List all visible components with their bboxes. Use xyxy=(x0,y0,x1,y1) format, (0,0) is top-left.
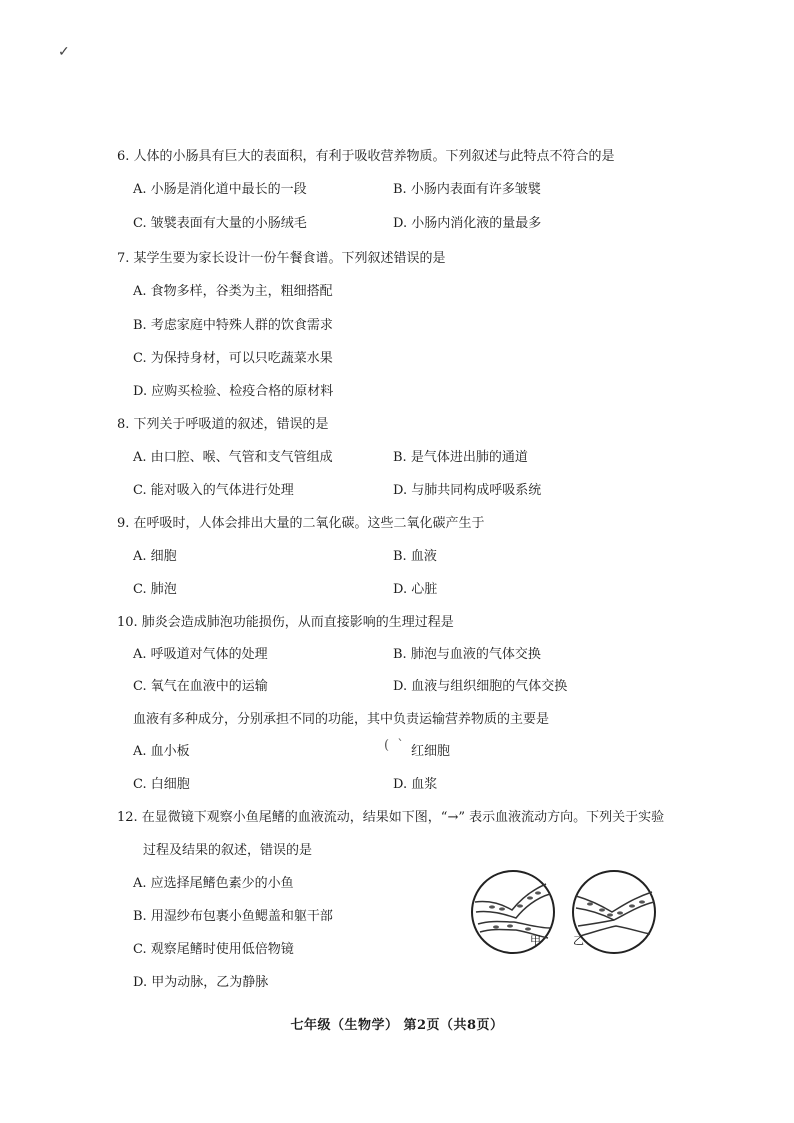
q9-option-b: B. 血液 xyxy=(393,549,437,564)
field-jia xyxy=(472,871,554,953)
q6-option-c: C. 皱襞表面有大量的小肠绒毛 xyxy=(133,216,307,231)
q10-option-a: A. 呼吸道对气体的处理 xyxy=(133,647,268,662)
q12-option-b: B. 用湿纱布包裹小鱼鳃盖和躯干部 xyxy=(133,909,333,924)
check-mark: ✓ xyxy=(58,44,70,60)
q6-option-b: B. 小肠内表面有许多皱襞 xyxy=(393,182,541,197)
blood-flow-figure xyxy=(470,866,660,962)
label-jia: 甲 xyxy=(530,934,541,947)
q12-option-c: C. 观察尾鳍时使用低倍物镜 xyxy=(133,942,294,957)
q10-option-b: B. 肺泡与血液的气体交换 xyxy=(393,647,541,662)
q11-option-b: 红细胞 xyxy=(411,744,451,759)
q8-option-b: B. 是气体进出肺的通道 xyxy=(393,450,528,465)
q7-option-b: B. 考虑家庭中特殊人群的饮食需求 xyxy=(133,318,333,333)
q7-stem: 7. 某学生要为家长设计一份午餐食谱。下列叙述错误的是 xyxy=(117,251,446,266)
q7-option-c: C. 为保持身材，可以只吃蔬菜水果 xyxy=(133,351,333,366)
q11-option-d: D. 血浆 xyxy=(393,777,438,792)
q10-option-c: C. 氧气在血液中的运输 xyxy=(133,679,268,694)
q6-stem: 6. 人体的小肠具有巨大的表面积，有利于吸收营养物质。下列叙述与此特点不符合的是 xyxy=(117,149,615,164)
q12-option-d: D. 甲为动脉，乙为静脉 xyxy=(133,975,269,990)
page-footer: 七年级（生物学） 第2页（共8页） xyxy=(290,1018,504,1033)
q6-option-a: A. 小肠是消化道中最长的一段 xyxy=(133,182,307,197)
q12-option-a: A. 应选择尾鳍色素少的小鱼 xyxy=(133,876,294,891)
q10-stem: 10. 肺炎会造成肺泡功能损伤，从而直接影响的生理过程是 xyxy=(117,615,454,630)
field-yi xyxy=(573,871,655,953)
q8-option-a: A. 由口腔、喉、气管和支气管组成 xyxy=(133,450,333,465)
q9-option-c: C. 肺泡 xyxy=(133,582,177,597)
q6-option-d: D. 小肠内消化液的量最多 xyxy=(393,216,542,231)
q7-option-a: A. 食物多样，谷类为主，粗细搭配 xyxy=(133,284,333,299)
q12-stem-line1: 12. 在显微镜下观察小鱼尾鳍的血液流动，结果如下图，“→” 表示血液流动方向。下列关于实验 xyxy=(117,810,665,825)
q9-stem: 9. 在呼吸时，人体会排出大量的二氧化碳。这些二氧化碳产生于 xyxy=(117,516,485,531)
q9-option-d: D. 心脏 xyxy=(393,582,438,597)
q11-option-b-mark: ( ` xyxy=(384,738,404,753)
q8-option-c: C. 能对吸入的气体进行处理 xyxy=(133,483,294,498)
q11-option-a: A. 血小板 xyxy=(133,744,190,759)
q10-option-d: D. 血液与组织细胞的气体交换 xyxy=(393,679,568,694)
q8-stem: 8. 下列关于呼吸道的叙述，错误的是 xyxy=(117,417,329,432)
label-yi: 乙 xyxy=(573,934,584,947)
q9-option-a: A. 细胞 xyxy=(133,549,177,564)
microscope-fields-illustration xyxy=(470,866,660,958)
q11-stem: 血液有多种成分，分别承担不同的功能，其中负责运输营养物质的主要是 xyxy=(133,712,550,727)
q11-option-c: C. 白细胞 xyxy=(133,777,190,792)
q8-option-d: D. 与肺共同构成呼吸系统 xyxy=(393,483,542,498)
q12-stem-line2: 过程及结果的叙述，错误的是 xyxy=(143,843,313,858)
q7-option-d: D. 应购买检验、检疫合格的原材料 xyxy=(133,384,334,399)
